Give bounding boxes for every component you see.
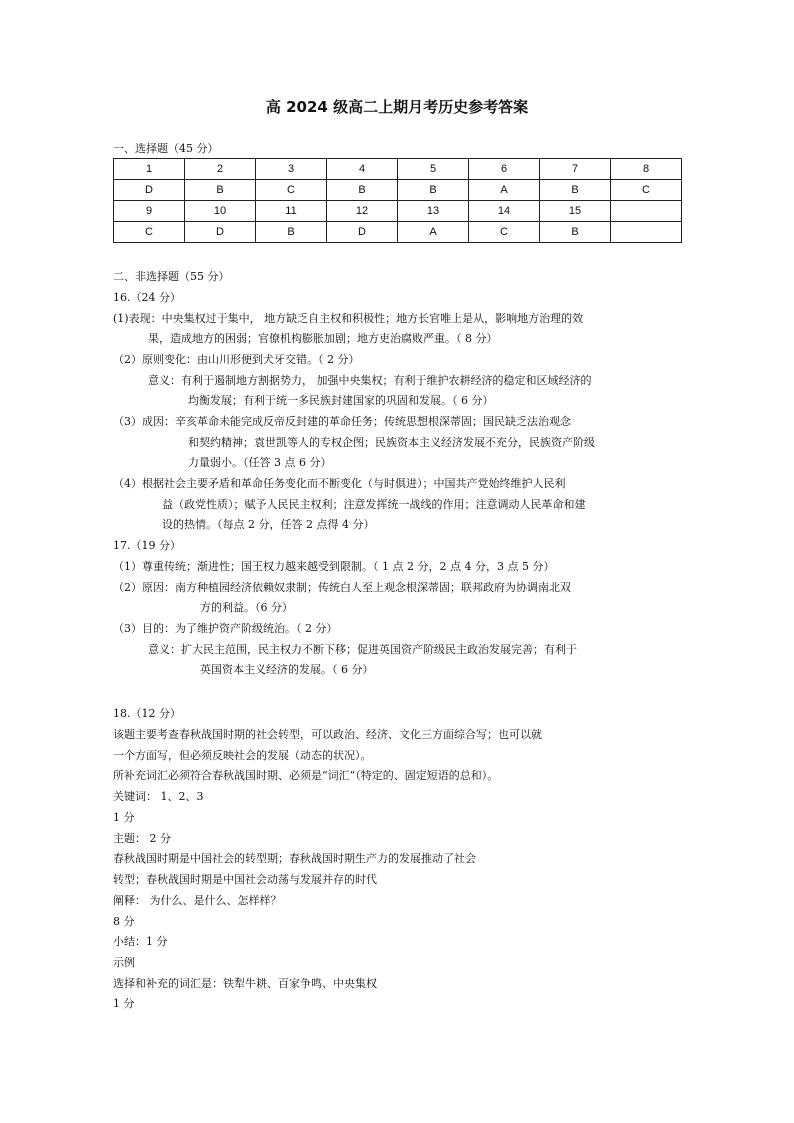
answer-table-cell: 10 — [185, 201, 256, 222]
text-line: 意义：扩大民主范围，民主权力不断下移；促进英国资产阶级民主政治发展完善；有利于 — [148, 643, 577, 656]
answer-table-cell: 8 — [611, 159, 682, 180]
text-line: 转型；春秋战国时期是中国社会动荡与发展并存的时代 — [113, 873, 377, 886]
text-line: （2）原因：南方种植园经济依赖奴隶制；传统白人至上观念根深蒂固；联邦政府为协调南北双 — [113, 581, 571, 594]
text-line: 示例 — [113, 956, 135, 969]
answer-table-cell: C — [469, 222, 540, 243]
text-line: 春秋战国时期是中国社会的转型期；春秋战国时期生产力的发展推动了社会 — [113, 852, 476, 865]
answer-table-cell: B — [540, 222, 611, 243]
answer-table-cell: 11 — [256, 201, 327, 222]
text-line: 和契约精神；袁世凯等人的专权企图；民族资本主义经济发展不充分，民族资产阶级 — [188, 436, 595, 449]
answer-table-cell: 1 — [114, 159, 185, 180]
answer-table-cell: B — [256, 222, 327, 243]
text-line: 小结：1 分 — [113, 935, 168, 948]
text-line: （3）成因：辛亥革命未能完成反帝反封建的革命任务；传统思想根深蒂固；国民缺乏法治观念 — [113, 415, 571, 428]
page-title: 高 2024 级高二上期月考历史参考答案 — [265, 98, 529, 116]
answer-table-cell: D — [327, 222, 398, 243]
answer-table-cell: 4 — [327, 159, 398, 180]
text-line: （4）根据社会主要矛盾和革命任务变化而不断变化（与时俱进）；中国共产党始终维护人民利 — [113, 477, 566, 490]
answer-table-cell — [611, 201, 682, 222]
text-line: 17.（19 分） — [113, 539, 181, 552]
text-line: 18.（12 分） — [113, 707, 181, 720]
text-line: 意义：有利于遏制地方割据势力， 加强中央集权；有利于维护农耕经济的稳定和区域经济的 — [148, 374, 592, 387]
text-line: 选择和补充的词汇是：铁犁牛耕、百家争鸣、中央集权 — [113, 977, 377, 990]
text-line: 16.（24 分） — [113, 291, 181, 304]
text-line: (1)表现：中央集权过于集中， 地方缺乏自主权和积极性；地方长官唯上是从，影响地方治理的效 — [113, 312, 584, 325]
answer-table-cell: C — [114, 222, 185, 243]
text-line: 力量弱小。（任答 3 点 6 分） — [188, 456, 332, 469]
text-line: 益（政党性质）；赋予人民民主权利；注意发挥统一战线的作用；注意调动人民革命和建 — [162, 498, 586, 511]
answer-table-row — [114, 159, 682, 180]
text-line: 一个方面写，但必须反映社会的发展（动态的状况）。 — [113, 749, 372, 762]
text-line: 8 分 — [113, 915, 135, 928]
section1-heading: 一、选择题（45 分） — [113, 142, 219, 155]
text-line: 1 分 — [113, 997, 135, 1010]
answer-table-cell — [611, 222, 682, 243]
answer-table-cell: 9 — [114, 201, 185, 222]
answer-table-cell: 13 — [398, 201, 469, 222]
text-line: 1 分 — [113, 811, 135, 824]
answer-table-cell: 5 — [398, 159, 469, 180]
text-line: 主题： 2 分 — [113, 832, 171, 845]
answer-table-cell: B — [185, 180, 256, 201]
answer-table-row — [114, 180, 682, 201]
text-line: 该题主要考查春秋战国时期的社会转型，可以政治、经济、文化三方面综合写；也可以就 — [113, 728, 542, 741]
text-line: 方的利益。（6 分） — [200, 601, 293, 614]
text-line: 设的热情。（每点 2 分，任答 2 点得 4 分） — [162, 518, 375, 531]
answer-table-cell: C — [611, 180, 682, 201]
text-line: 均衡发展；有利于统一多民族封建国家的巩固和发展。（ 6 分） — [188, 394, 494, 407]
answer-table-cell: D — [114, 180, 185, 201]
answer-table-cell: 6 — [469, 159, 540, 180]
answer-table-cell: B — [327, 180, 398, 201]
text-line: （2）原则变化：由山川形便到犬牙交错。（ 2 分） — [113, 353, 360, 366]
answer-table-cell: B — [398, 180, 469, 201]
text-line: 所补充词汇必须符合春秋战国时期、必须是“词汇”（特定的、固定短语的总和）。 — [113, 769, 499, 782]
text-line: （3）目的：为了维护资产阶级统治。（ 2 分） — [113, 622, 338, 635]
answer-table-row — [114, 201, 682, 222]
answer-table-cell: A — [398, 222, 469, 243]
answer-table-cell: A — [469, 180, 540, 201]
answer-table-cell: B — [540, 180, 611, 201]
answer-table — [113, 158, 682, 243]
answer-table-cell: 3 — [256, 159, 327, 180]
answer-table-cell: C — [256, 180, 327, 201]
answer-table-cell: D — [185, 222, 256, 243]
answer-table-cell: 14 — [469, 201, 540, 222]
text-line: 阐释： 为什么、是什么、怎样样？ — [113, 894, 282, 907]
answer-table-row — [114, 222, 682, 243]
answer-table-cell: 7 — [540, 159, 611, 180]
answer-table-cell: 15 — [540, 201, 611, 222]
answer-table-cell: 2 — [185, 159, 256, 180]
text-line: 二、非选择题（55 分） — [113, 270, 230, 283]
text-line: 果，造成地方的困弱；官僚机构膨胀加剧；地方吏治腐败严重。（ 8 分） — [148, 332, 498, 345]
text-line: 英国资本主义经济的发展。（ 6 分） — [200, 663, 374, 676]
answer-table-cell: 12 — [327, 201, 398, 222]
text-line: 关键词： 1、2、3 — [113, 790, 204, 803]
text-line: （1）尊重传统；渐进性；国王权力越来越受到限制。（ 1 点 2 分，2 点 4 分，3 点 5 分） — [113, 560, 555, 573]
